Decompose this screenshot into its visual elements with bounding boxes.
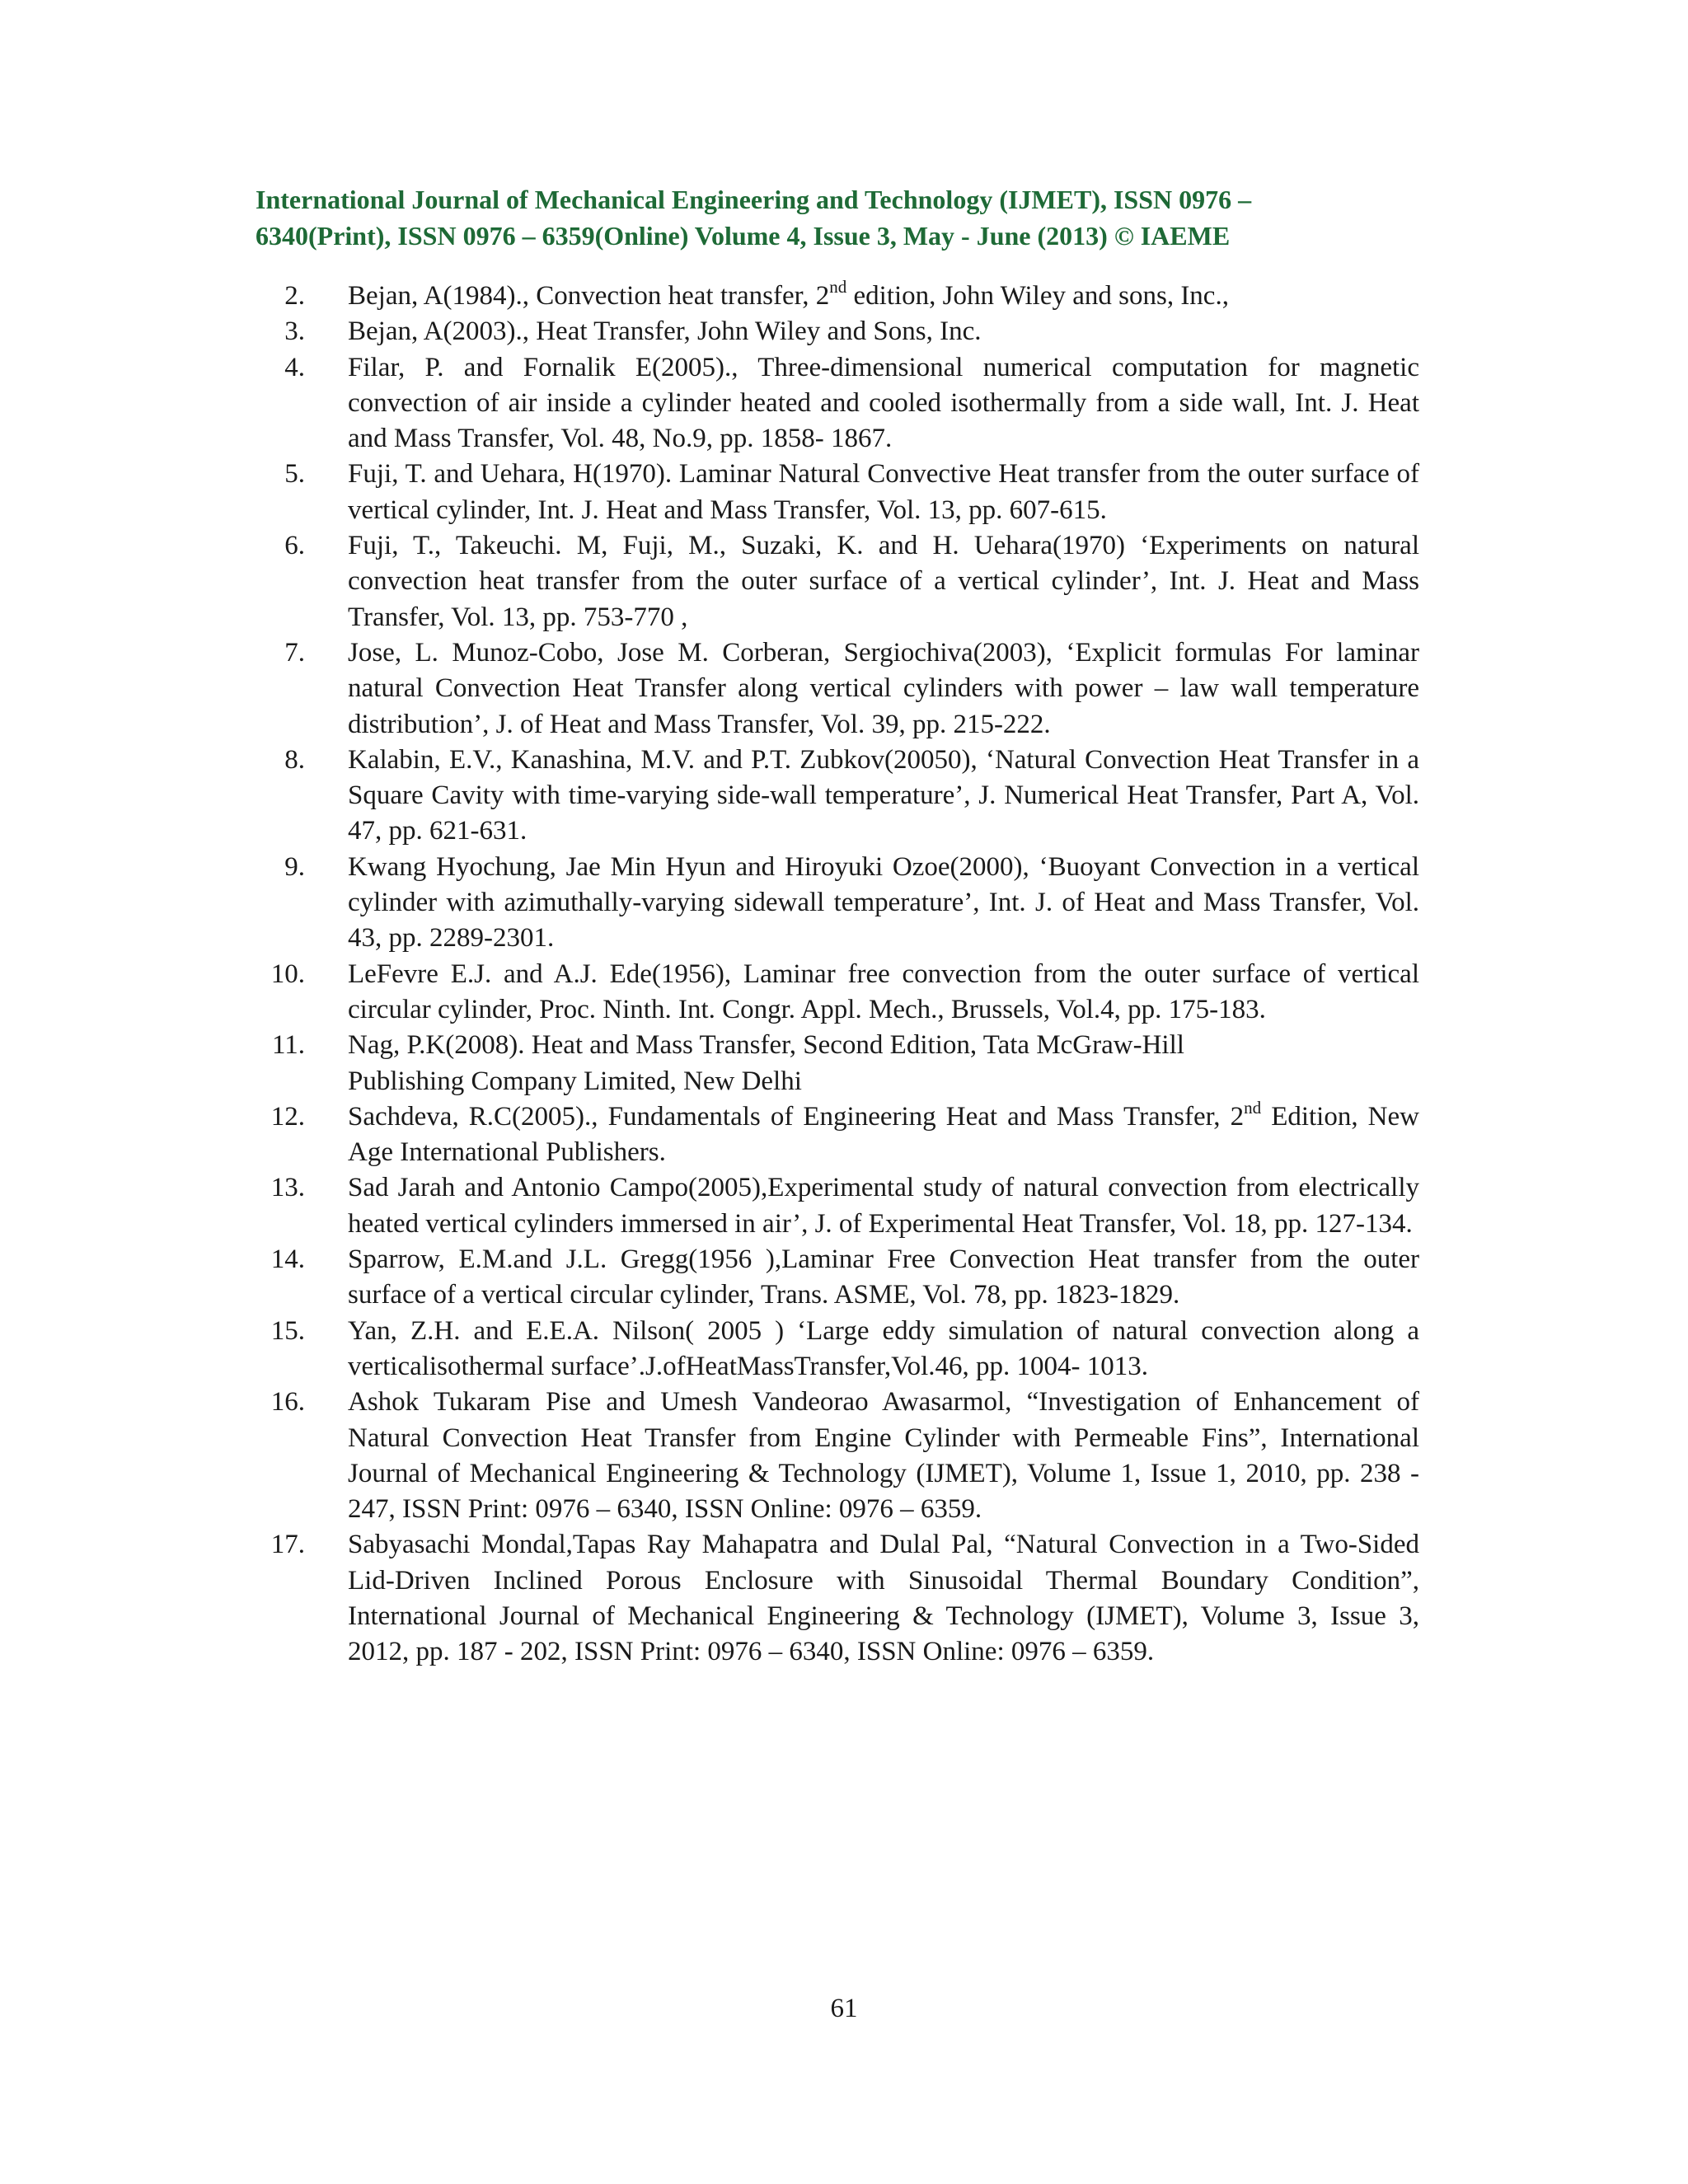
reference-text: Filar, P. and Fornalik E(2005)., Three-dimensional numerical computation for magnetic convection of air inside a cylinder heated and cooled isothermally from a side wall, Int. J. Heat and Mass Transfer, Vol. 48, No.9, pp. 1858- 1867. [348,352,1419,454]
reference-text: Yan, Z.H. and E.E.A. Nilson( 2005 ) ‘Large eddy simulation of natural convection along a verticalisothermal surface’.J.ofHeatMassTransfer,Vol.46, pp. 1004- 1013. [348,1315,1419,1381]
reference-number: 7. [284,637,305,668]
reference-item-5 [256,457,1419,528]
reference-number: 17. [270,1530,305,1560]
reference-item-3 [256,314,1419,349]
page-number: 61 [830,1994,858,2023]
reference-item-16 [256,1385,1419,1527]
reference-text: Kwang Hyochung, Jae Min Hyun and Hiroyuki Ozoe(2000), ‘Buoyant Convection in a vertical cylinder with azimuthally-varying sidewall temperature’, Int. J. of Heat and Mass Transfer, Vol. 43, pp. 2289-2301. [348,851,1419,954]
reference-list [256,279,1419,1671]
reference-text: Bejan, A(2003)., Heat Transfer, John Wiley and Sons, Inc. [348,316,982,347]
reference-text: Sachdeva, R.C(2005)., Fundamentals of Engineering Heat and Mass Transfer, 2 [348,1101,1245,1132]
reference-item-2 [256,279,1419,314]
reference-text-cont: Edition, New Age International Publishers. [348,1101,1419,1168]
reference-text: Kalabin, E.V., Kanashina, M.V. and P.T. Zubkov(20050), ‘Natural Convection Heat Transfer in a Square Cavity with time-varying side-wall temperature’, J. Numerical Heat Transfer, Part A, Vol. 47, pp. 621-631. [348,744,1419,846]
reference-number: 16. [270,1387,305,1418]
reference-number: 3. [284,316,305,347]
reference-item-8 [256,743,1419,850]
reference-item-12 [256,1099,1419,1171]
reference-text: Jose, L. Munoz-Cobo, Jose M. Corberan, Sergiochiva(2003), ‘Explicit formulas For laminar natural Convection Heat Transfer along vertical cylinders with power – law wall temperature distribution’, J. of Heat and Mass Transfer, Vol. 39, pp. 215-222. [348,637,1419,739]
reference-number: 8. [284,744,305,775]
reference-number: 4. [284,352,305,382]
reference-text-line-2: Publishing Company Limited, New Delhi [348,1066,802,1096]
journal-header [256,181,1409,254]
reference-text: Fuji, T. and Uehara, H(1970). Laminar Natural Convective Heat transfer from the outer surface of vertical cylinder, Int. J. Heat and Mass Transfer, Vol. 13, pp. 607-615. [348,459,1419,525]
reference-item-14 [256,1242,1419,1314]
reference-number: 9. [284,851,305,882]
reference-item-7 [256,635,1419,743]
reference-text: LeFevre E.J. and A.J. Ede(1956), Laminar free convection from the outer surface of vertical circular cylinder, Proc. Ninth. Int. Congr. Appl. Mech., Brussels, Vol.4, pp. 175-183. [348,958,1419,1024]
reference-number: 2. [284,281,305,311]
reference-number: 15. [270,1315,305,1346]
reference-item-17 [256,1527,1419,1670]
reference-text: Sabyasachi Mondal,Tapas Ray Mahapatra and Dulal Pal, “Natural Convection in a Two-Sided Lid-Driven Inclined Porous Enclosure with Sinusoidal Thermal Boundary Condition”, International Journal of Mechanical Engineering & Technology (IJMET), Volume 3, Issue 3, 2012, pp. 187 - 202, ISSN Print: 0976 – 6340, ISSN Online: 0976 – 6359. [348,1530,1419,1667]
reference-item-10 [256,957,1419,1029]
reference-text-line-1: Nag, P.K(2008). Heat and Mass Transfer, Second Edition, Tata McGraw-Hill [348,1030,1184,1061]
reference-number: 13. [270,1173,305,1203]
reference-text: Bejan, A(1984)., Convection heat transfer, 2 [348,281,830,311]
reference-number: 5. [284,459,305,490]
reference-text: Ashok Tukaram Pise and Umesh Vandeorao Awasarmol, “Investigation of Enhancement of Natural Convection Heat Transfer from Engine Cylinder with Permeable Fins”, International Journal of Mechanical Engineering & Technology (IJMET), Volume 1, Issue 1, 2010, pp. 238 - 247, ISSN Print: 0976 – 6340, ISSN Online: 0976 – 6359. [348,1387,1419,1525]
reference-text: Fuji, T., Takeuchi. M, Fuji, M., Suzaki, K. and H. Uehara(1970) ‘Experiments on natural convection heat transfer from the outer surface of a vertical cylinder’, Int. J. Heat and Mass Transfer, Vol. 13, pp. 753-770 , [348,531,1419,632]
superscript: nd [1244,1097,1262,1118]
reference-text: Sparrow, E.M.and J.L. Gregg(1956 ),Laminar Free Convection Heat transfer from the outer surface of a vertical circular cylinder, Trans. ASME, Vol. 78, pp. 1823-1829. [348,1244,1419,1310]
reference-number: 14. [270,1244,305,1275]
reference-text: Sad Jarah and Antonio Campo(2005),Experimental study of natural convection from electrically heated vertical cylinders immersed in air’, J. of Experimental Heat Transfer, Vol. 18, pp. 127-134. [348,1173,1419,1239]
reference-number: 11. [271,1030,305,1061]
reference-item-15 [256,1314,1419,1385]
reference-item-4 [256,350,1419,457]
journal-header-line-2: 6340(Print), ISSN 0976 – 6359(Online) Volume 4, Issue 3, May - June (2013) © IAEME [256,221,1231,251]
reference-item-13 [256,1170,1419,1242]
reference-number: 12. [270,1101,305,1132]
reference-number: 6. [284,531,305,561]
reference-item-9 [256,850,1419,957]
journal-header-line-1: International Journal of Mechanical Engineering and Technology (IJMET), ISSN 0976 – [256,185,1252,214]
reference-item-6 [256,528,1419,635]
superscript: nd [829,277,847,297]
reference-number: 10. [270,958,305,989]
reference-text-cont: edition, John Wiley and sons, Inc., [846,281,1229,311]
reference-item-11 [256,1028,1419,1099]
